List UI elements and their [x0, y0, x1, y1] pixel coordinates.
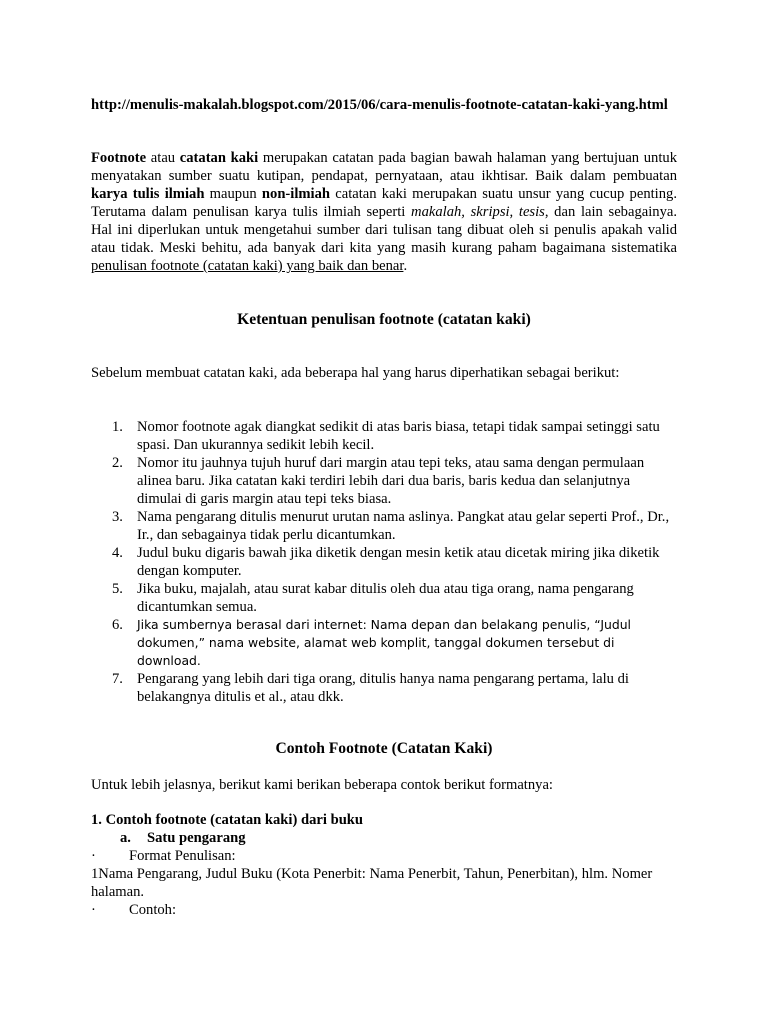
list-item: 4. Judul buku digaris bawah jika diketik dengan mesin ketik atau dicetak miring jika diketik dengan komputer. — [112, 545, 660, 579]
format-text: 1Nama Pengarang, Judul Buku (Kota Penerbit: Nama Penerbit, Tahun, Penerbitan), hlm. Nomer halaman. — [91, 866, 653, 900]
intro-paragraph: Footnote atau catatan kaki merupakan catatan pada bagian bawah halaman yang bertujuan untuk menyatakan sumber suatu kutipan, pendapat, pernyataan, atau ikhtisar. Baik dalam pembuatan karya tulis ilmiah maupun non-ilmiah catatan kaki merupakan suatu unsur yang cucup penting. Terutama dalam penulisan karya tulis ilmiah seperti makalah, skripsi, tesis, dan lain sebagainya. Hal ini diperlukan untuk mengetahui sumber dari tulisan tang dibuat oleh si penulis apakah valid atau tidak. Meski behitu, ada banyak dari kita yang masih kurang paham bagaimana sistematika penulisan footnote (catatan kaki) yang baik dan benar. — [91, 150, 677, 274]
subheading-satu-pengarang: a. Satu pengarang — [120, 830, 246, 846]
list-item: 2. Nomor itu jauhnya tujuh huruf dari margin atau tepi teks, atau sama dengan permulaan alinea baru. Jika catatan kaki terdiri lebih dari dua baris, baris kedua dan selanjutnya dimulai di garis margin atau tepi teks biasa. — [112, 455, 645, 507]
term-catatan-kaki: catatan kaki — [179, 150, 259, 166]
bullet: · — [91, 902, 96, 918]
subheading-buku: 1. Contoh footnote (catatan kaki) dari buku — [91, 812, 364, 828]
bullet: · — [91, 848, 96, 864]
heading-ketentuan: Ketentuan penulisan footnote (catatan kaki) — [237, 311, 531, 328]
term-karya-tulis-ilmiah: karya tulis ilmiah — [91, 186, 205, 202]
rules-list — [91, 418, 677, 706]
term-footnote: Footnote — [91, 150, 147, 166]
list-item: 6. Jika sumbernya berasal dari internet: Nama depan dan belakang penulis, “Judul dokumen,” nama website, alamat web komplit, tanggal dokumen tersebut di download. — [112, 617, 631, 668]
list-item: 5. Jika buku, majalah, atau surat kabar ditulis oleh dua atau tiga orang, nama pengarang dicantumkan semua. — [112, 581, 634, 615]
intro-sentence: Sebelum membuat catatan kaki, ada beberapa hal yang harus diperhatikan sebagai berikut: — [91, 365, 620, 381]
heading-contoh: Contoh Footnote (Catatan Kaki) — [275, 740, 493, 757]
list-item: 3. Nama pengarang ditulis menurut urutan nama aslinya. Pangkat atau gelar seperti Prof., Dr., Ir., dan sebagainya tidak perlu dicantumkan. — [112, 509, 670, 543]
example-label: · Contoh: — [91, 902, 177, 918]
list-item: 7. Pengarang yang lebih dari tiga orang, ditulis hanya nama pengarang pertama, lalu di belakangnya ditulis et al., atau dkk. — [112, 671, 629, 705]
source-url: http://menulis-makalah.blogspot.com/2015/06/cara-menulis-footnote-catatan-kaki-yang.html — [91, 97, 668, 113]
term-non-ilmiah: non-ilmiah — [261, 186, 331, 202]
format-label: · Format Penulisan: — [91, 848, 236, 864]
list-item: 1. Nomor footnote agak diangkat sedikit di atas baris biasa, tetapi tidak sampai setinggi satu spasi. Dan ukurannya sedikit lebih kecil. — [112, 419, 660, 453]
underlined-link-text: penulisan footnote (catatan kaki) yang baik dan benar — [91, 258, 404, 274]
examples-intro: Untuk lebih jelasnya, berikut kami berikan beberapa contok berikut formatnya: — [91, 777, 553, 793]
italic-examples: makalah, skripsi, tesis — [411, 204, 545, 220]
